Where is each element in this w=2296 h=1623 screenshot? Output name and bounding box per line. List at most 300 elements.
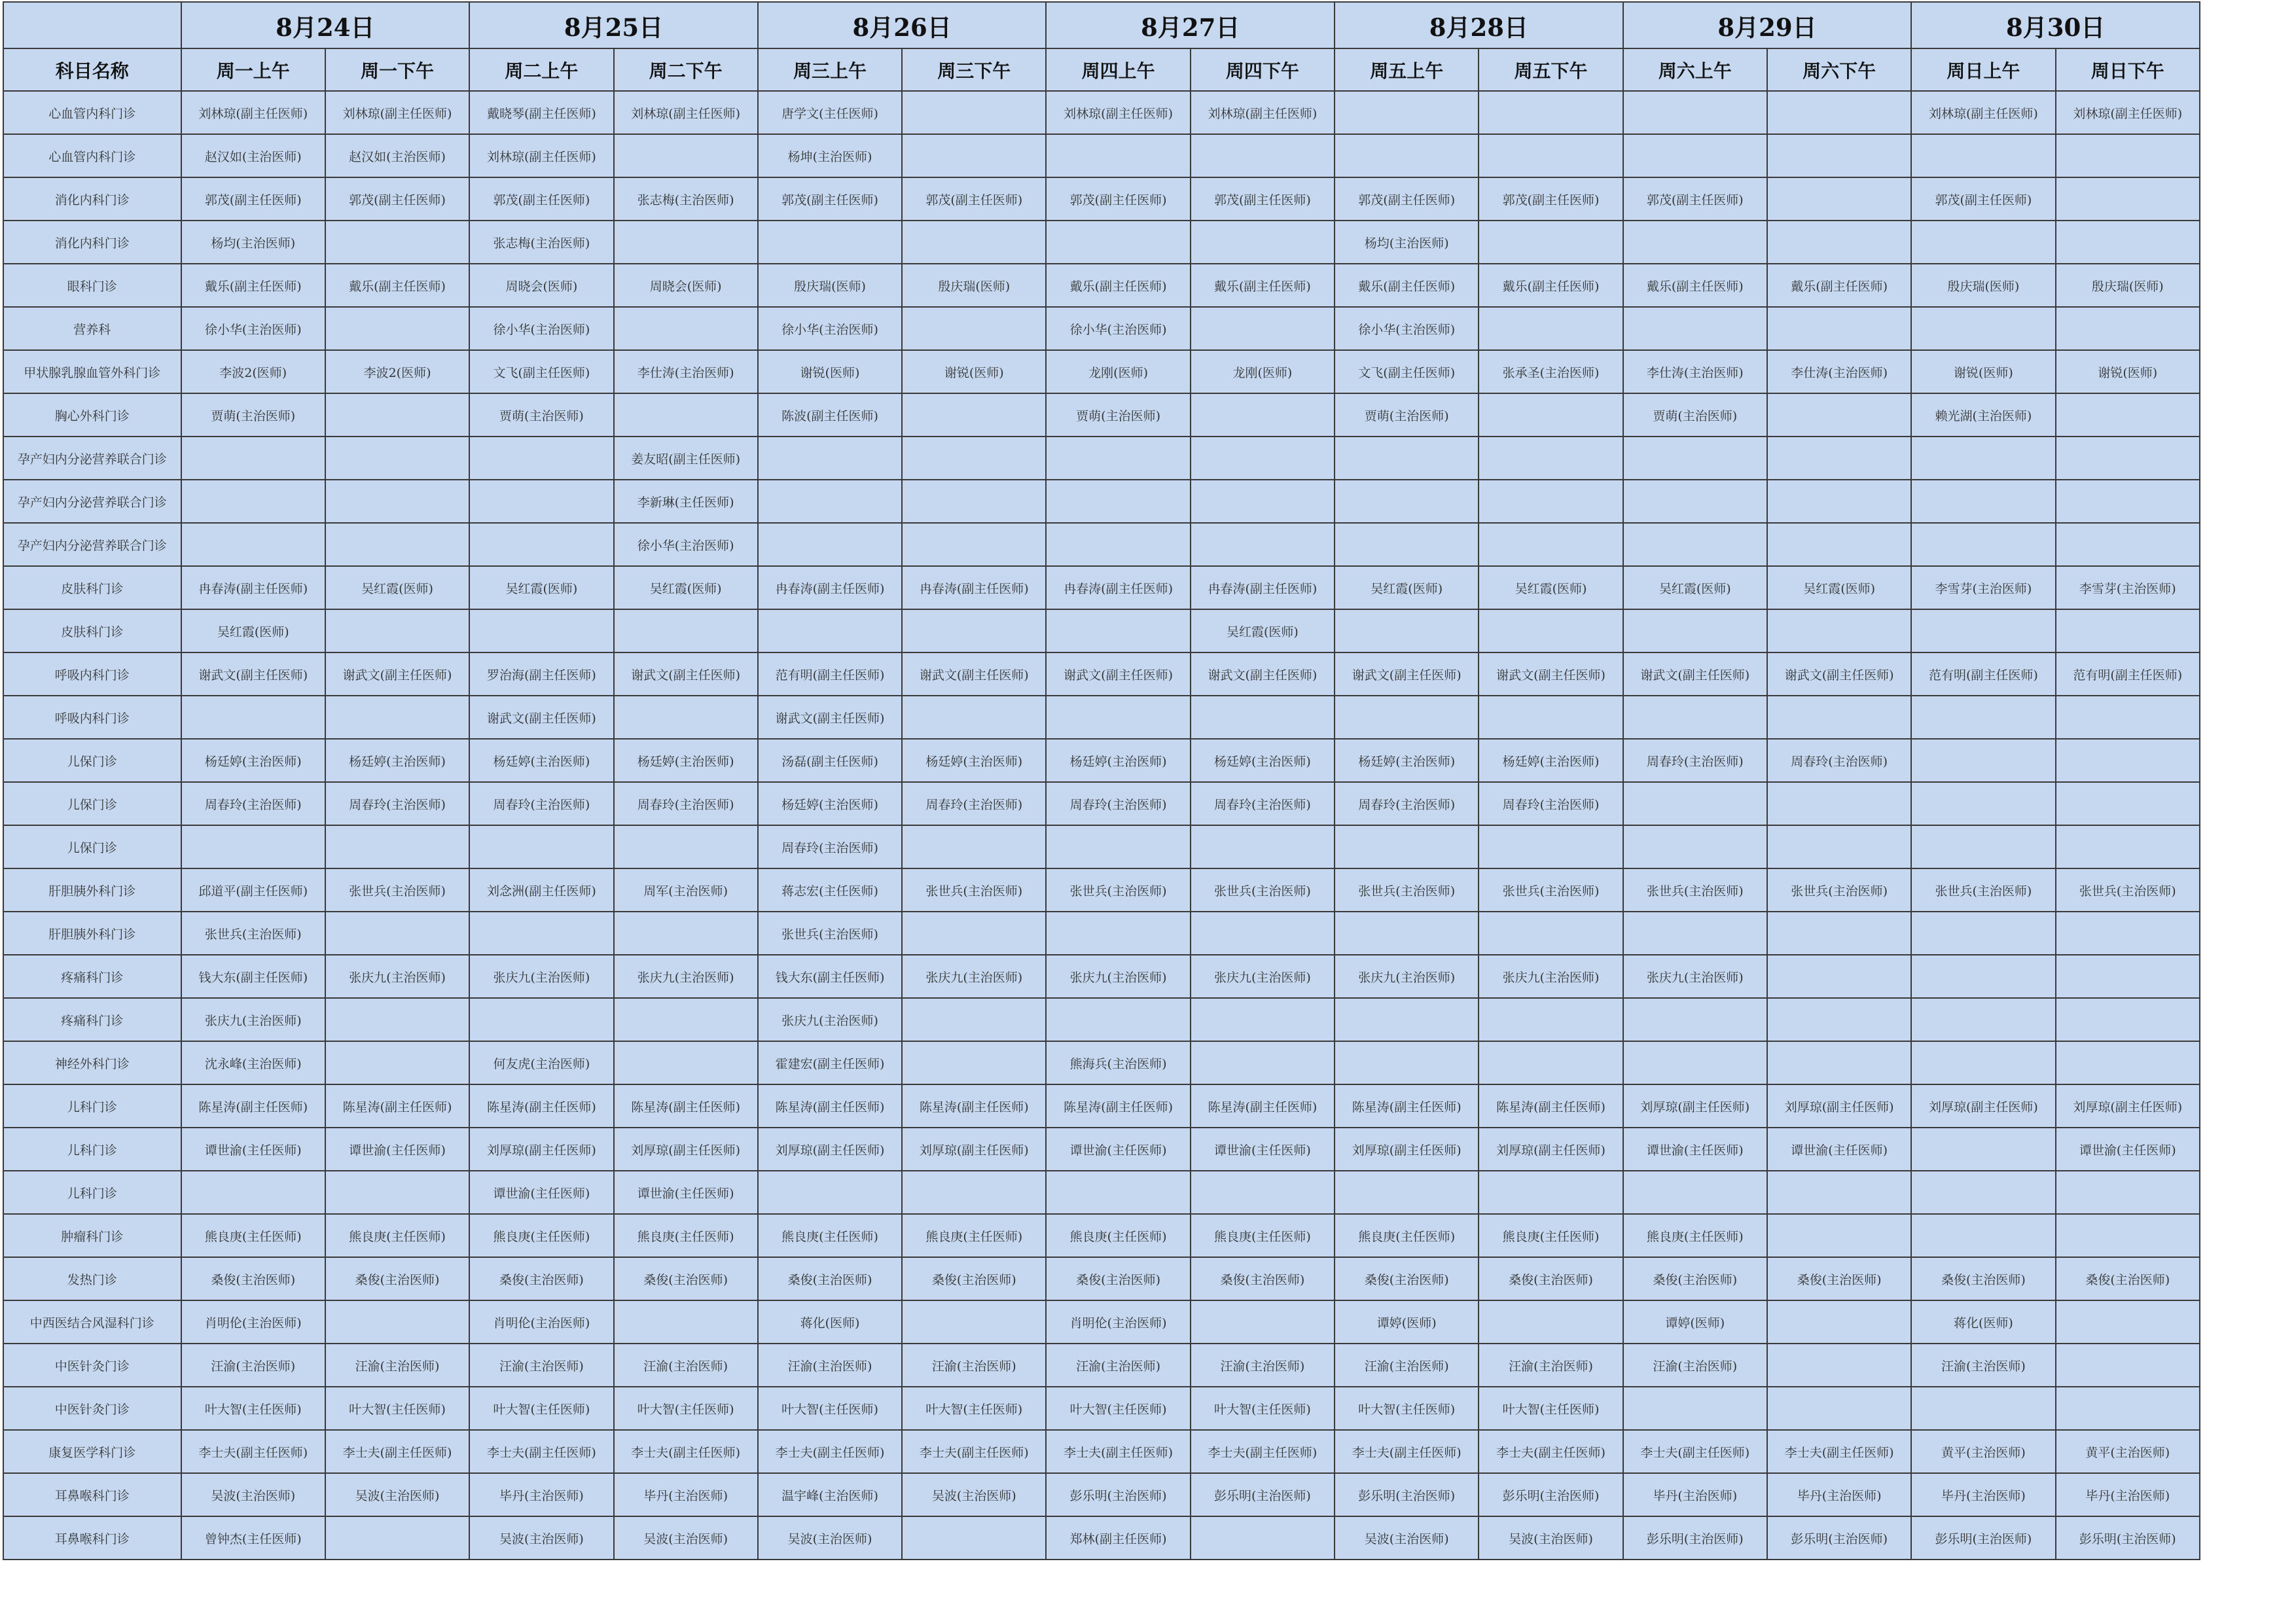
doctor-cell bbox=[1335, 437, 1479, 480]
doctor-cell: 郭茂(副主任医师) bbox=[181, 177, 325, 221]
doctor-cell bbox=[181, 437, 325, 480]
doctor-cell: 罗治海(副主任医师) bbox=[469, 652, 613, 696]
doctor-cell: 戴乐(副主任医师) bbox=[1046, 264, 1190, 307]
slot-header: 周四下午 bbox=[1191, 48, 1335, 91]
doctor-cell: 陈波(副主任医师) bbox=[758, 393, 902, 437]
doctor-cell bbox=[1911, 523, 2055, 566]
doctor-cell: 张志梅(主治医师) bbox=[469, 221, 613, 264]
doctor-cell: 徐小华(主治医师) bbox=[181, 307, 325, 350]
doctor-cell: 桑俊(主治医师) bbox=[1767, 1257, 1911, 1300]
doctor-cell: 张庆九(主治医师) bbox=[181, 998, 325, 1041]
doctor-cell bbox=[469, 480, 613, 523]
doctor-cell bbox=[902, 221, 1046, 264]
doctor-cell: 周军(主治医师) bbox=[614, 868, 758, 912]
doctor-cell: 叶大智(主任医师) bbox=[469, 1387, 613, 1430]
doctor-cell bbox=[902, 480, 1046, 523]
department-name: 儿科门诊 bbox=[3, 1128, 181, 1171]
doctor-cell: 谭世渝(主任医师) bbox=[1767, 1128, 1911, 1171]
doctor-cell: 张世兵(主治医师) bbox=[1767, 868, 1911, 912]
doctor-cell: 张庆九(主治医师) bbox=[1623, 955, 1767, 998]
doctor-cell: 戴乐(副主任医师) bbox=[325, 264, 469, 307]
department-name: 甲状腺乳腺血管外科门诊 bbox=[3, 350, 181, 393]
doctor-cell bbox=[1191, 437, 1335, 480]
doctor-cell bbox=[902, 825, 1046, 868]
doctor-cell bbox=[902, 437, 1046, 480]
doctor-cell bbox=[2056, 955, 2200, 998]
doctor-cell: 李士夫(副主任医师) bbox=[758, 1430, 902, 1473]
doctor-cell bbox=[902, 134, 1046, 177]
doctor-cell bbox=[469, 825, 613, 868]
doctor-cell bbox=[1479, 134, 1623, 177]
doctor-cell: 龙刚(医师) bbox=[1046, 350, 1190, 393]
doctor-cell: 刘厚琼(副主任医师) bbox=[758, 1128, 902, 1171]
doctor-cell bbox=[2056, 307, 2200, 350]
doctor-cell: 贾萌(主治医师) bbox=[1623, 393, 1767, 437]
doctor-cell: 汪渝(主治医师) bbox=[181, 1344, 325, 1387]
doctor-cell: 殷庆瑞(医师) bbox=[1911, 264, 2055, 307]
table-row bbox=[3, 1084, 2200, 1128]
doctor-cell: 周春玲(主治医师) bbox=[1046, 782, 1190, 825]
table-row bbox=[3, 1214, 2200, 1257]
slot-header: 周一下午 bbox=[325, 48, 469, 91]
doctor-cell bbox=[1046, 1171, 1190, 1214]
doctor-cell bbox=[902, 1041, 1046, 1084]
doctor-cell: 桑俊(主治医师) bbox=[1335, 1257, 1479, 1300]
doctor-cell bbox=[181, 696, 325, 739]
doctor-cell: 肖明伦(主治医师) bbox=[181, 1300, 325, 1344]
doctor-cell: 范有明(副主任医师) bbox=[1911, 652, 2055, 696]
doctor-cell: 李士夫(副主任医师) bbox=[1479, 1430, 1623, 1473]
doctor-cell bbox=[1623, 91, 1767, 134]
doctor-cell bbox=[325, 825, 469, 868]
doctor-cell bbox=[1623, 782, 1767, 825]
doctor-cell bbox=[1623, 825, 1767, 868]
doctor-cell: 桑俊(主治医师) bbox=[181, 1257, 325, 1300]
doctor-cell bbox=[1479, 998, 1623, 1041]
doctor-cell: 杨坤(主治医师) bbox=[758, 134, 902, 177]
slot-header: 周一上午 bbox=[181, 48, 325, 91]
doctor-cell: 桑俊(主治医师) bbox=[1479, 1257, 1623, 1300]
doctor-cell: 熊良庚(主任医师) bbox=[614, 1214, 758, 1257]
doctor-cell: 杨廷婷(主治医师) bbox=[1335, 739, 1479, 782]
doctor-cell: 谭世渝(主任医师) bbox=[2056, 1128, 2200, 1171]
doctor-cell: 谢锐(医师) bbox=[2056, 350, 2200, 393]
doctor-cell bbox=[469, 523, 613, 566]
doctor-cell bbox=[1479, 221, 1623, 264]
doctor-cell bbox=[614, 696, 758, 739]
doctor-cell: 陈星涛(副主任医师) bbox=[902, 1084, 1046, 1128]
doctor-cell: 陈星涛(副主任医师) bbox=[1191, 1084, 1335, 1128]
doctor-cell bbox=[1479, 609, 1623, 652]
doctor-cell: 张庆九(主治医师) bbox=[614, 955, 758, 998]
doctor-cell bbox=[1767, 912, 1911, 955]
doctor-cell: 李士夫(副主任医师) bbox=[614, 1430, 758, 1473]
doctor-cell: 李士夫(副主任医师) bbox=[325, 1430, 469, 1473]
doctor-cell: 刘林琼(副主任医师) bbox=[1046, 91, 1190, 134]
doctor-cell: 吴波(主治医师) bbox=[758, 1516, 902, 1560]
doctor-cell bbox=[1191, 696, 1335, 739]
doctor-cell bbox=[1479, 523, 1623, 566]
corner-cell bbox=[3, 2, 181, 48]
doctor-cell: 张庆九(主治医师) bbox=[902, 955, 1046, 998]
doctor-cell bbox=[902, 696, 1046, 739]
doctor-cell: 谢武文(副主任医师) bbox=[469, 696, 613, 739]
doctor-cell: 谢锐(医师) bbox=[758, 350, 902, 393]
doctor-cell: 桑俊(主治医师) bbox=[1191, 1257, 1335, 1300]
doctor-cell bbox=[2056, 134, 2200, 177]
doctor-cell bbox=[1191, 480, 1335, 523]
doctor-cell: 彭乐明(主治医师) bbox=[1191, 1473, 1335, 1516]
doctor-cell: 谢武文(副主任医师) bbox=[758, 696, 902, 739]
department-name: 皮肤科门诊 bbox=[3, 609, 181, 652]
department-name: 呼吸内科门诊 bbox=[3, 652, 181, 696]
doctor-cell: 张庆九(主治医师) bbox=[1046, 955, 1190, 998]
doctor-cell: 殷庆瑞(医师) bbox=[902, 264, 1046, 307]
doctor-cell: 吴波(主治医师) bbox=[181, 1473, 325, 1516]
doctor-cell: 谢武文(副主任医师) bbox=[1767, 652, 1911, 696]
doctor-cell: 陈星涛(副主任医师) bbox=[758, 1084, 902, 1128]
doctor-cell: 冉春涛(副主任医师) bbox=[902, 566, 1046, 609]
doctor-cell: 汪渝(主治医师) bbox=[469, 1344, 613, 1387]
doctor-cell: 郭茂(副主任医师) bbox=[1191, 177, 1335, 221]
doctor-cell bbox=[1911, 480, 2055, 523]
doctor-cell: 黄平(主治医师) bbox=[1911, 1430, 2055, 1473]
doctor-cell: 杨廷婷(主治医师) bbox=[614, 739, 758, 782]
doctor-cell: 桑俊(主治医师) bbox=[2056, 1257, 2200, 1300]
doctor-cell: 叶大智(主任医师) bbox=[614, 1387, 758, 1430]
doctor-cell bbox=[758, 609, 902, 652]
doctor-cell: 周春玲(主治医师) bbox=[1335, 782, 1479, 825]
doctor-cell: 刘林琼(副主任医师) bbox=[181, 91, 325, 134]
doctor-cell bbox=[325, 307, 469, 350]
department-name: 呼吸内科门诊 bbox=[3, 696, 181, 739]
doctor-cell bbox=[325, 437, 469, 480]
table-row bbox=[3, 264, 2200, 307]
department-name: 肝胆胰外科门诊 bbox=[3, 868, 181, 912]
doctor-cell bbox=[2056, 1300, 2200, 1344]
table-row bbox=[3, 1171, 2200, 1214]
table-row bbox=[3, 782, 2200, 825]
doctor-cell bbox=[2056, 1344, 2200, 1387]
doctor-cell: 戴乐(副主任医师) bbox=[1623, 264, 1767, 307]
slot-header: 周三下午 bbox=[902, 48, 1046, 91]
doctor-cell: 贾萌(主治医师) bbox=[1046, 393, 1190, 437]
doctor-cell: 戴乐(副主任医师) bbox=[181, 264, 325, 307]
doctor-cell: 彭乐明(主治医师) bbox=[1911, 1516, 2055, 1560]
doctor-cell bbox=[614, 1300, 758, 1344]
doctor-cell: 陈星涛(副主任医师) bbox=[181, 1084, 325, 1128]
doctor-cell: 钱大东(副主任医师) bbox=[758, 955, 902, 998]
doctor-cell: 邱道平(副主任医师) bbox=[181, 868, 325, 912]
schedule-table bbox=[3, 1, 2200, 1560]
doctor-cell bbox=[2056, 1214, 2200, 1257]
doctor-cell: 熊良庚(主任医师) bbox=[1479, 1214, 1623, 1257]
table-row bbox=[3, 868, 2200, 912]
doctor-cell: 张庆九(主治医师) bbox=[1191, 955, 1335, 998]
doctor-cell: 彭乐明(主治医师) bbox=[1767, 1516, 1911, 1560]
doctor-cell: 郭茂(副主任医师) bbox=[1479, 177, 1623, 221]
doctor-cell: 贾萌(主治医师) bbox=[469, 393, 613, 437]
doctor-cell: 吴波(主治医师) bbox=[1335, 1516, 1479, 1560]
doctor-cell bbox=[1623, 307, 1767, 350]
department-name: 肝胆胰外科门诊 bbox=[3, 912, 181, 955]
doctor-cell: 熊良庚(主任医师) bbox=[1623, 1214, 1767, 1257]
doctor-cell bbox=[758, 523, 902, 566]
doctor-cell: 冉春涛(副主任医师) bbox=[1046, 566, 1190, 609]
doctor-cell: 刘厚琼(副主任医师) bbox=[2056, 1084, 2200, 1128]
doctor-cell bbox=[181, 1171, 325, 1214]
doctor-cell bbox=[1767, 91, 1911, 134]
doctor-cell bbox=[1046, 480, 1190, 523]
doctor-cell bbox=[2056, 523, 2200, 566]
doctor-cell: 谭世渝(主任医师) bbox=[614, 1171, 758, 1214]
doctor-cell: 毕丹(主治医师) bbox=[469, 1473, 613, 1516]
doctor-cell: 张世兵(主治医师) bbox=[1046, 868, 1190, 912]
doctor-cell: 汪渝(主治医师) bbox=[1623, 1344, 1767, 1387]
doctor-cell: 蒋化(医师) bbox=[758, 1300, 902, 1344]
doctor-cell: 蒋化(医师) bbox=[1911, 1300, 2055, 1344]
doctor-cell bbox=[1191, 1041, 1335, 1084]
doctor-cell bbox=[1767, 825, 1911, 868]
doctor-cell: 刘厚琼(副主任医师) bbox=[902, 1128, 1046, 1171]
doctor-cell: 周春玲(主治医师) bbox=[1623, 739, 1767, 782]
doctor-cell: 郭茂(副主任医师) bbox=[469, 177, 613, 221]
doctor-cell: 刘林琼(副主任医师) bbox=[2056, 91, 2200, 134]
table-row bbox=[3, 955, 2200, 998]
doctor-cell: 吴红霞(医师) bbox=[1767, 566, 1911, 609]
doctor-cell: 叶大智(主任医师) bbox=[1335, 1387, 1479, 1430]
doctor-cell: 赵汉如(主治医师) bbox=[181, 134, 325, 177]
doctor-cell bbox=[1335, 1171, 1479, 1214]
doctor-cell: 桑俊(主治医师) bbox=[469, 1257, 613, 1300]
table-row bbox=[3, 1473, 2200, 1516]
doctor-cell: 李仕涛(主治医师) bbox=[1767, 350, 1911, 393]
doctor-cell: 张世兵(主治医师) bbox=[902, 868, 1046, 912]
doctor-cell bbox=[1767, 177, 1911, 221]
doctor-cell: 汪渝(主治医师) bbox=[1046, 1344, 1190, 1387]
doctor-cell: 桑俊(主治医师) bbox=[758, 1257, 902, 1300]
doctor-cell: 张庆九(主治医师) bbox=[469, 955, 613, 998]
doctor-cell bbox=[325, 221, 469, 264]
doctor-cell bbox=[1911, 998, 2055, 1041]
doctor-cell bbox=[1479, 825, 1623, 868]
doctor-cell bbox=[1767, 480, 1911, 523]
doctor-cell: 郭茂(副主任医师) bbox=[1335, 177, 1479, 221]
table-row bbox=[3, 1128, 2200, 1171]
slot-header: 周五上午 bbox=[1335, 48, 1479, 91]
doctor-cell bbox=[2056, 1387, 2200, 1430]
doctor-cell bbox=[1191, 1171, 1335, 1214]
doctor-cell: 张世兵(主治医师) bbox=[1623, 868, 1767, 912]
slot-header: 周六下午 bbox=[1767, 48, 1911, 91]
department-name: 儿科门诊 bbox=[3, 1084, 181, 1128]
doctor-cell: 谢武文(副主任医师) bbox=[614, 652, 758, 696]
doctor-cell bbox=[1767, 1041, 1911, 1084]
doctor-cell bbox=[1335, 1041, 1479, 1084]
doctor-cell bbox=[1623, 480, 1767, 523]
doctor-cell: 郭茂(副主任医师) bbox=[758, 177, 902, 221]
doctor-cell: 刘厚琼(副主任医师) bbox=[1623, 1084, 1767, 1128]
date-header: 8月25日 bbox=[469, 2, 758, 48]
doctor-cell bbox=[614, 998, 758, 1041]
doctor-cell: 戴晓琴(副主任医师) bbox=[469, 91, 613, 134]
doctor-cell: 张世兵(主治医师) bbox=[181, 912, 325, 955]
doctor-cell: 彭乐明(主治医师) bbox=[1046, 1473, 1190, 1516]
doctor-cell: 唐学文(主任医师) bbox=[758, 91, 902, 134]
table-row bbox=[3, 1300, 2200, 1344]
doctor-cell: 谢武文(副主任医师) bbox=[1046, 652, 1190, 696]
doctor-cell bbox=[1335, 523, 1479, 566]
doctor-cell: 张世兵(主治医师) bbox=[1191, 868, 1335, 912]
date-header: 8月30日 bbox=[1911, 2, 2200, 48]
department-name: 心血管内科门诊 bbox=[3, 134, 181, 177]
doctor-cell bbox=[2056, 609, 2200, 652]
doctor-cell: 何友虎(主治医师) bbox=[469, 1041, 613, 1084]
doctor-cell: 谢锐(医师) bbox=[1911, 350, 2055, 393]
doctor-cell: 赖光湖(主治医师) bbox=[1911, 393, 2055, 437]
doctor-cell: 周春玲(主治医师) bbox=[1191, 782, 1335, 825]
doctor-cell bbox=[2056, 782, 2200, 825]
slot-header-row bbox=[3, 48, 2200, 91]
doctor-cell: 彭乐明(主治医师) bbox=[2056, 1516, 2200, 1560]
doctor-cell bbox=[1046, 912, 1190, 955]
doctor-cell: 刘林琼(副主任医师) bbox=[325, 91, 469, 134]
doctor-cell: 汪渝(主治医师) bbox=[1191, 1344, 1335, 1387]
doctor-cell: 汪渝(主治医师) bbox=[758, 1344, 902, 1387]
doctor-cell: 张志梅(主治医师) bbox=[614, 177, 758, 221]
doctor-cell bbox=[614, 393, 758, 437]
doctor-cell: 熊良庚(主任医师) bbox=[902, 1214, 1046, 1257]
department-name: 儿保门诊 bbox=[3, 825, 181, 868]
doctor-cell: 李士夫(副主任医师) bbox=[181, 1430, 325, 1473]
dept-column-header: 科目名称 bbox=[3, 48, 181, 91]
doctor-cell: 刘林琼(副主任医师) bbox=[614, 91, 758, 134]
doctor-cell: 叶大智(主任医师) bbox=[1046, 1387, 1190, 1430]
doctor-cell bbox=[902, 1300, 1046, 1344]
doctor-cell: 李士夫(副主任医师) bbox=[1046, 1430, 1190, 1473]
doctor-cell bbox=[1767, 998, 1911, 1041]
doctor-cell: 周春玲(主治医师) bbox=[1767, 739, 1911, 782]
doctor-cell: 李雪芽(主治医师) bbox=[2056, 566, 2200, 609]
doctor-cell: 李仕涛(主治医师) bbox=[1623, 350, 1767, 393]
doctor-cell: 张世兵(主治医师) bbox=[2056, 868, 2200, 912]
doctor-cell: 温宇峰(主治医师) bbox=[758, 1473, 902, 1516]
doctor-cell bbox=[1767, 1387, 1911, 1430]
doctor-cell bbox=[1046, 134, 1190, 177]
doctor-cell bbox=[758, 221, 902, 264]
doctor-cell: 谢武文(副主任医师) bbox=[1191, 652, 1335, 696]
doctor-cell bbox=[1191, 221, 1335, 264]
doctor-cell bbox=[1046, 696, 1190, 739]
doctor-cell: 桑俊(主治医师) bbox=[1046, 1257, 1190, 1300]
department-name: 消化内科门诊 bbox=[3, 221, 181, 264]
slot-header: 周二上午 bbox=[469, 48, 613, 91]
doctor-cell: 张庆九(主治医师) bbox=[1479, 955, 1623, 998]
department-name: 儿保门诊 bbox=[3, 739, 181, 782]
doctor-cell: 陈星涛(副主任医师) bbox=[1046, 1084, 1190, 1128]
table-row bbox=[3, 480, 2200, 523]
doctor-cell: 毕丹(主治医师) bbox=[614, 1473, 758, 1516]
doctor-cell: 汪渝(主治医师) bbox=[1479, 1344, 1623, 1387]
doctor-cell bbox=[1046, 523, 1190, 566]
doctor-cell: 杨廷婷(主治医师) bbox=[758, 782, 902, 825]
doctor-cell: 徐小华(主治医师) bbox=[1335, 307, 1479, 350]
doctor-cell: 霍建宏(副主任医师) bbox=[758, 1041, 902, 1084]
doctor-cell: 杨廷婷(主治医师) bbox=[1191, 739, 1335, 782]
doctor-cell bbox=[614, 221, 758, 264]
doctor-cell: 熊良庚(主任医师) bbox=[469, 1214, 613, 1257]
doctor-cell bbox=[902, 393, 1046, 437]
department-name: 营养科 bbox=[3, 307, 181, 350]
doctor-cell: 吴波(主治医师) bbox=[325, 1473, 469, 1516]
date-header: 8月28日 bbox=[1335, 2, 1623, 48]
doctor-cell: 熊良庚(主任医师) bbox=[325, 1214, 469, 1257]
doctor-cell bbox=[1911, 134, 2055, 177]
doctor-cell: 熊海兵(主治医师) bbox=[1046, 1041, 1190, 1084]
doctor-cell: 郭茂(副主任医师) bbox=[1623, 177, 1767, 221]
doctor-cell: 张庆九(主治医师) bbox=[758, 998, 902, 1041]
department-name: 胸心外科门诊 bbox=[3, 393, 181, 437]
doctor-cell bbox=[325, 523, 469, 566]
doctor-cell: 李雪芽(主治医师) bbox=[1911, 566, 2055, 609]
doctor-cell: 汪渝(主治医师) bbox=[325, 1344, 469, 1387]
doctor-cell: 杨均(主治医师) bbox=[1335, 221, 1479, 264]
doctor-cell: 李士夫(副主任医师) bbox=[1623, 1430, 1767, 1473]
doctor-cell: 郭茂(副主任医师) bbox=[325, 177, 469, 221]
doctor-cell bbox=[1767, 1171, 1911, 1214]
slot-header: 周二下午 bbox=[614, 48, 758, 91]
doctor-cell bbox=[1911, 221, 2055, 264]
doctor-cell: 谭婷(医师) bbox=[1335, 1300, 1479, 1344]
doctor-cell bbox=[1046, 998, 1190, 1041]
doctor-cell bbox=[902, 91, 1046, 134]
doctor-cell: 周春玲(主治医师) bbox=[1479, 782, 1623, 825]
department-name: 眼科门诊 bbox=[3, 264, 181, 307]
doctor-cell: 刘念洲(副主任医师) bbox=[469, 868, 613, 912]
doctor-cell bbox=[1767, 437, 1911, 480]
doctor-cell bbox=[325, 480, 469, 523]
doctor-cell bbox=[1191, 134, 1335, 177]
doctor-cell bbox=[1046, 221, 1190, 264]
slot-header: 周三上午 bbox=[758, 48, 902, 91]
doctor-cell bbox=[325, 1041, 469, 1084]
doctor-cell: 杨廷婷(主治医师) bbox=[325, 739, 469, 782]
doctor-cell bbox=[1335, 912, 1479, 955]
doctor-cell bbox=[2056, 998, 2200, 1041]
doctor-cell bbox=[1479, 91, 1623, 134]
doctor-cell bbox=[1767, 393, 1911, 437]
doctor-cell bbox=[1335, 609, 1479, 652]
doctor-cell bbox=[1623, 437, 1767, 480]
doctor-cell bbox=[1911, 782, 2055, 825]
doctor-cell bbox=[1767, 307, 1911, 350]
doctor-cell: 冉春涛(副主任医师) bbox=[181, 566, 325, 609]
doctor-cell: 戴乐(副主任医师) bbox=[1335, 264, 1479, 307]
department-name: 神经外科门诊 bbox=[3, 1041, 181, 1084]
doctor-cell bbox=[1767, 1300, 1911, 1344]
doctor-cell: 周春玲(主治医师) bbox=[758, 825, 902, 868]
doctor-cell: 冉春涛(副主任医师) bbox=[758, 566, 902, 609]
doctor-cell: 吴红霞(医师) bbox=[1191, 609, 1335, 652]
doctor-cell: 张庆九(主治医师) bbox=[1335, 955, 1479, 998]
doctor-cell: 郭茂(副主任医师) bbox=[1911, 177, 2055, 221]
doctor-cell: 李士夫(副主任医师) bbox=[469, 1430, 613, 1473]
table-row bbox=[3, 652, 2200, 696]
department-name: 孕产妇内分泌营养联合门诊 bbox=[3, 480, 181, 523]
doctor-cell: 毕丹(主治医师) bbox=[1767, 1473, 1911, 1516]
doctor-cell: 范有明(副主任医师) bbox=[758, 652, 902, 696]
doctor-cell bbox=[325, 912, 469, 955]
